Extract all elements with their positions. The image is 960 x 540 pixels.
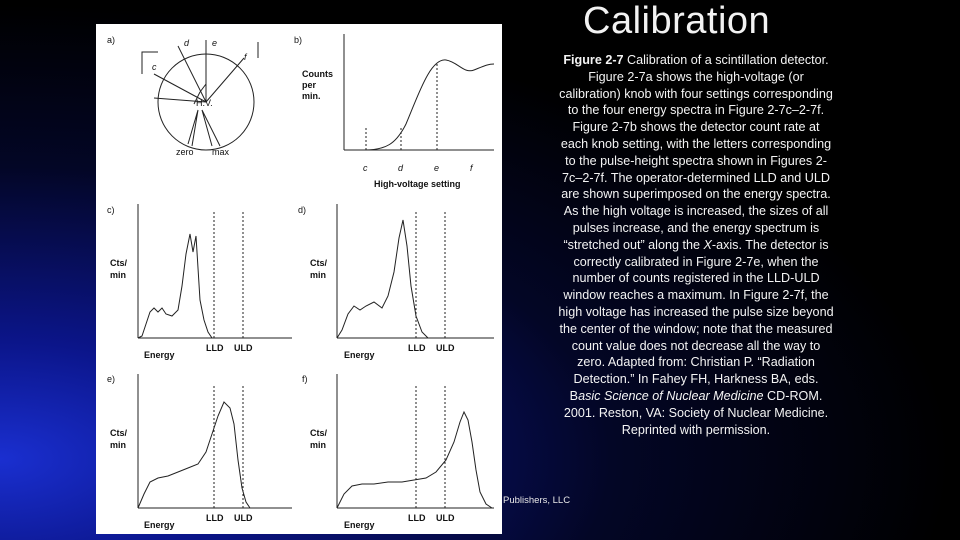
panel-d-ylabel-2: min [310, 270, 327, 280]
panel-c-lld: LLD [206, 343, 224, 353]
panel-c-ylabel-2: min [110, 270, 127, 280]
panel-f-ylabel-1: Cts/ [310, 428, 328, 438]
calibration-diagram [96, 24, 502, 534]
caption-text-3: CD-ROM. 2001. Reston, VA: Society of Nuclear Medicine. Reprinted with permission. [563, 388, 829, 437]
panel-e-lld: LLD [206, 513, 224, 523]
panel-e-ylabel-1: Cts/ [110, 428, 128, 438]
panel-e-xlabel: Energy [144, 520, 175, 530]
caption-figure-label: Figure 2-7 [563, 53, 624, 67]
panel-f-xlabel: Energy [344, 520, 375, 530]
panel-f-uld: ULD [436, 513, 455, 523]
panel-c-uld: ULD [234, 343, 253, 353]
panel-b-tick-e: e [434, 163, 440, 173]
panel-b-label: b) [294, 35, 303, 45]
hv-knob [142, 40, 258, 150]
publisher-credit: Publishers, LLC [503, 495, 571, 506]
panel-c-xlabel: Energy [144, 350, 175, 360]
panel-e-label: e) [107, 374, 116, 384]
panel-d-label: d) [298, 205, 307, 215]
panel-f-spectrum [337, 374, 494, 508]
panel-f-lld: LLD [408, 513, 426, 523]
knob-setting-e: e [212, 38, 218, 48]
slide-title: Calibration [583, 0, 771, 42]
panel-b-tick-f: f [470, 163, 473, 173]
panel-d-xlabel: Energy [344, 350, 375, 360]
panel-f-label: f) [302, 374, 308, 384]
panel-e-ylabel-2: min [110, 440, 127, 450]
panel-e-uld: ULD [234, 513, 253, 523]
panel-b-axes [344, 34, 494, 150]
calibration-figure [96, 24, 502, 534]
knob-setting-d: d [184, 38, 190, 48]
knob-setting-c: c [152, 62, 157, 72]
panel-b-tick-d: d [398, 163, 404, 173]
figure-caption [558, 52, 834, 438]
panel-b-xlabel: High-voltage setting [374, 179, 461, 189]
knob-zero-label: zero [176, 147, 194, 157]
knob-max-label: max [212, 147, 230, 157]
panel-b-ylabel-2: per [302, 80, 317, 90]
panel-d-ylabel-1: Cts/ [310, 258, 328, 268]
caption-text-2: -axis. The detector is correctly calibrated in Figure 2-7e, when the number of counts registered in the LLD-ULD window reaches a maximum. In Figure 2-7f, the high voltage has increased the pulse size beyond the center of the window; note that the measured count value does not decrease all the way to zero. Adapted from: Christian P. “Radiation Detection.” In Fahey FH, Harkness BA, eds. B [558, 237, 834, 403]
panel-d-spectrum [337, 204, 494, 338]
panel-b-ylabel-1: Counts [302, 69, 333, 79]
panel-b-ylabel-3: min. [302, 91, 321, 101]
panel-d-lld: LLD [408, 343, 426, 353]
panel-e-spectrum [138, 374, 292, 508]
caption-italic-x: X [703, 237, 712, 252]
caption-text-1: Calibration of a scintillation detector. Figure 2-7a shows the high-voltage (or calibration) knob with four settings corresponding to the four energy spectra in Figure 2-7c–2-7f. Figure 2-7b shows the detector count rate at each knob setting, with the letters corresponding to the pulse-height spectra shown in Figures 2-7c–2-7f. The operator-determined LLD and ULD are shown superimposed on the energy spectra. As the high voltage is increased, the sizes of all pulses increase, and the energy spectrum is “stretched out” along the [559, 53, 833, 252]
panel-c-label: c) [107, 205, 115, 215]
panel-d-uld: ULD [436, 343, 455, 353]
panel-a-label: a) [107, 35, 116, 45]
panel-b-tick-c: c [363, 163, 368, 173]
panel-c-ylabel-1: Cts/ [110, 258, 128, 268]
knob-hv-label: H.V. [196, 98, 213, 108]
knob-setting-f: f [244, 52, 247, 62]
caption-italic-book: asic Science of Nuclear Medicine [578, 388, 764, 403]
panel-f-ylabel-2: min [310, 440, 327, 450]
panel-c-spectrum [138, 204, 292, 338]
